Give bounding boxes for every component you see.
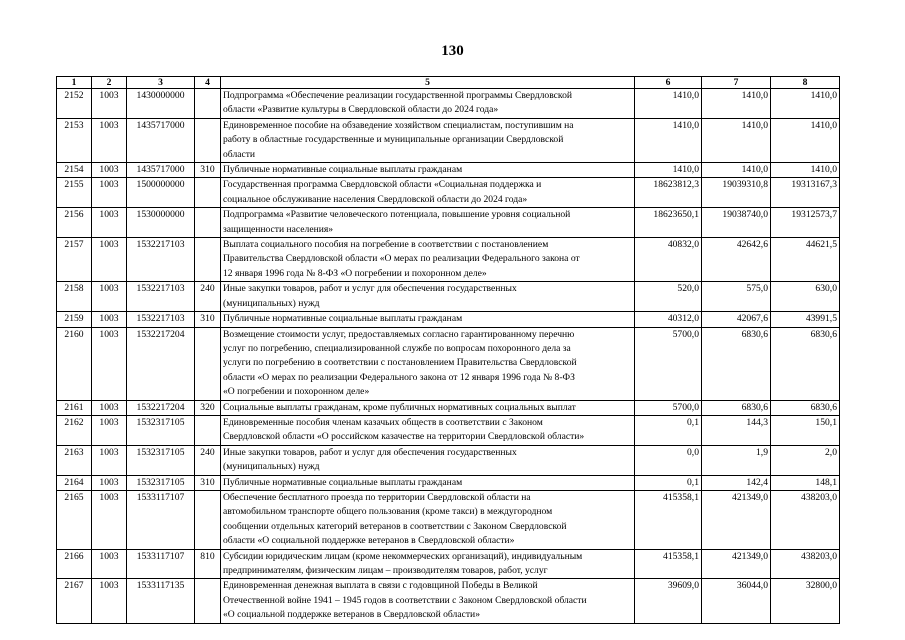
target-article-cell: 1530000000: [127, 208, 195, 238]
description-line: Иные закупки товаров, работ и услуг для обеспечения государственных: [223, 283, 517, 295]
header-col-2: 2: [92, 77, 127, 89]
table-row: [57, 163, 840, 178]
expense-type-cell: [195, 415, 221, 445]
target-article-cell: 1533117107: [127, 490, 195, 549]
expense-type-cell: 310: [195, 475, 221, 490]
row-number-cell: 2156: [57, 208, 92, 238]
description-line: Иные закупки товаров, работ и услуг для обеспечения государственных: [223, 446, 517, 458]
description-line: Государственная программа Свердловской области «Социальная поддержка и: [223, 179, 542, 191]
target-article-cell: 1532217204: [127, 327, 195, 400]
amount-year3-cell: 438203,0: [771, 549, 840, 579]
expense-type-cell: [195, 327, 221, 400]
page-number: 130: [441, 43, 464, 59]
target-article-cell: 1533117135: [127, 579, 195, 623]
description-cell: [221, 549, 635, 579]
header-col-6: 6: [635, 77, 702, 89]
row-number-cell: 2164: [57, 475, 92, 490]
target-article-cell: 1532217204: [127, 400, 195, 415]
section-code-cell: 1003: [92, 490, 127, 549]
expense-type-cell: 310: [195, 312, 221, 327]
amount-year2-cell: 144,3: [702, 415, 771, 445]
amount-year1-cell: 1410,0: [635, 118, 702, 162]
description-line: Публичные нормативные социальные выплаты гражданам: [223, 313, 463, 325]
table-row: [57, 238, 840, 282]
section-code-cell: 1003: [92, 327, 127, 400]
row-number-cell: 2157: [57, 238, 92, 282]
description-line: области: [223, 148, 256, 160]
budget-table: [56, 76, 840, 624]
description-cell: [221, 178, 635, 208]
section-code-cell: 1003: [92, 475, 127, 490]
amount-year2-cell: 1410,0: [702, 118, 771, 162]
description-line: (муниципальных) нужд: [223, 297, 320, 309]
table-row: [57, 549, 840, 579]
table-row: [57, 89, 840, 119]
row-number-cell: 2153: [57, 118, 92, 162]
row-number-cell: 2154: [57, 163, 92, 178]
description-line: Подпрограмма «Развитие человеческого потенциала, повышение уровня социальной: [223, 209, 571, 221]
description-line: Субсидии юридическим лицам (кроме некоммерческих организаций), индивидуальным: [223, 550, 583, 562]
amount-year2-cell: 1410,0: [702, 163, 771, 178]
amount-year1-cell: 18623812,3: [635, 178, 702, 208]
expense-type-cell: 240: [195, 445, 221, 475]
description-line: «О погребении и похоронном деле»: [223, 386, 370, 398]
amount-year1-cell: 1410,0: [635, 89, 702, 119]
description-line: автомобильном транспорте общего пользования (кроме такси) в междугородном: [223, 506, 553, 518]
description-line: Публичные нормативные социальные выплаты гражданам: [223, 476, 463, 488]
amount-year2-cell: 1,9: [702, 445, 771, 475]
section-code-cell: 1003: [92, 89, 127, 119]
description-line: предпринимателям, физическим лицам – производителям товаров, работ, услуг: [223, 565, 548, 576]
description-line: Правительства Свердловской области «О мерах по реализации Федерального закона от: [223, 253, 580, 265]
description-cell: [221, 163, 635, 178]
target-article-cell: 1532317105: [127, 445, 195, 475]
row-number-cell: 2152: [57, 89, 92, 119]
description-cell: [221, 400, 635, 415]
amount-year3-cell: 44621,5: [771, 238, 840, 282]
amount-year1-cell: 18623650,1: [635, 208, 702, 238]
description-line: услуг по погребению, специализированной службе по вопросам похоронного дела за: [223, 342, 571, 354]
table-row: [57, 445, 840, 475]
table-body: [57, 89, 840, 624]
expense-type-cell: 320: [195, 400, 221, 415]
amount-year3-cell: 438203,0: [771, 490, 840, 549]
amount-year3-cell: 150,1: [771, 415, 840, 445]
amount-year3-cell: 148,1: [771, 475, 840, 490]
target-article-cell: 1435717000: [127, 118, 195, 162]
section-code-cell: 1003: [92, 282, 127, 312]
target-article-cell: 1532317105: [127, 415, 195, 445]
section-code-cell: 1003: [92, 238, 127, 282]
description-line: работу в областные государственные и муниципальные организации Свердловской: [223, 134, 564, 146]
row-number-cell: 2166: [57, 549, 92, 579]
table-row: [57, 282, 840, 312]
amount-year3-cell: 630,0: [771, 282, 840, 312]
description-line: Отечественной войне 1941 – 1945 годов в соответствии с Законом Свердловской области: [223, 594, 587, 606]
description-line: области «О социальной поддержке ветеранов в Свердловской области»: [223, 535, 515, 547]
expense-type-cell: [195, 89, 221, 119]
amount-year2-cell: 575,0: [702, 282, 771, 312]
amount-year2-cell: 19039310,8: [702, 178, 771, 208]
amount-year2-cell: 142,4: [702, 475, 771, 490]
description-cell: [221, 475, 635, 490]
table-row: [57, 118, 840, 162]
amount-year3-cell: 1410,0: [771, 163, 840, 178]
table-row: [57, 208, 840, 238]
amount-year3-cell: 43991,5: [771, 312, 840, 327]
description-cell: [221, 118, 635, 162]
section-code-cell: 1003: [92, 312, 127, 327]
target-article-cell: 1532217103: [127, 312, 195, 327]
header-row: [57, 77, 840, 89]
amount-year1-cell: 415358,1: [635, 549, 702, 579]
description-line: области «О мерах по реализации Федерального закона от 12 января 1996 года № 8-ФЗ: [223, 371, 575, 383]
table-row: [57, 415, 840, 445]
target-article-cell: 1532217103: [127, 282, 195, 312]
header-col-8: 8: [771, 77, 840, 89]
description-cell: [221, 282, 635, 312]
amount-year2-cell: 6830,6: [702, 400, 771, 415]
header-col-4: 4: [195, 77, 221, 89]
description-line: Публичные нормативные социальные выплаты гражданам: [223, 164, 463, 176]
amount-year1-cell: 5700,0: [635, 327, 702, 400]
description-line: «О социальной поддержке ветеранов в Свердловской области»: [223, 609, 480, 621]
description-cell: [221, 312, 635, 327]
section-code-cell: 1003: [92, 549, 127, 579]
table-row: [57, 312, 840, 327]
description-line: (муниципальных) нужд: [223, 461, 320, 473]
description-line: услуги по погребению в соответствии с постановлением Правительства Свердловской: [223, 357, 577, 369]
row-number-cell: 2160: [57, 327, 92, 400]
amount-year2-cell: 19038740,0: [702, 208, 771, 238]
amount-year1-cell: 0,0: [635, 445, 702, 475]
section-code-cell: 1003: [92, 415, 127, 445]
description-line: Выплата социального пособия на погребение в соответствии с постановлением: [223, 239, 549, 251]
target-article-cell: 1500000000: [127, 178, 195, 208]
amount-year1-cell: 520,0: [635, 282, 702, 312]
amount-year1-cell: 39609,0: [635, 579, 702, 623]
row-number-cell: 2162: [57, 415, 92, 445]
expense-type-cell: 310: [195, 163, 221, 178]
description-line: защищенности населения»: [223, 223, 334, 235]
amount-year3-cell: 19312573,7: [771, 208, 840, 238]
description-cell: [221, 579, 635, 623]
row-number-cell: 2167: [57, 579, 92, 623]
amount-year1-cell: 5700,0: [635, 400, 702, 415]
section-code-cell: 1003: [92, 445, 127, 475]
table-row: [57, 178, 840, 208]
target-article-cell: 1430000000: [127, 89, 195, 119]
amount-year2-cell: 42642,6: [702, 238, 771, 282]
expense-type-cell: 810: [195, 549, 221, 579]
row-number-cell: 2158: [57, 282, 92, 312]
expense-type-cell: 240: [195, 282, 221, 312]
amount-year3-cell: 32800,0: [771, 579, 840, 623]
description-line: Единовременное пособие на обзаведение хозяйством специалистам, поступившим на: [223, 119, 574, 131]
description-line: Единовременные пособия членам казачьих обществ в соответствии с Законом: [223, 416, 543, 428]
description-line: 12 января 1996 года № 8-ФЗ «О погребении и похоронном деле»: [223, 267, 487, 279]
amount-year1-cell: 40312,0: [635, 312, 702, 327]
expense-type-cell: [195, 208, 221, 238]
target-article-cell: 1533117107: [127, 549, 195, 579]
description-line: Обеспечение бесплатного проезда по территории Свердловской области на: [223, 491, 531, 503]
table-row: [57, 490, 840, 549]
description-line: Социальные выплаты гражданам, кроме публичных нормативных социальных выплат: [223, 401, 576, 413]
amount-year1-cell: 0,1: [635, 475, 702, 490]
section-code-cell: 1003: [92, 118, 127, 162]
expense-type-cell: [195, 238, 221, 282]
amount-year2-cell: 1410,0: [702, 89, 771, 119]
row-number-cell: 2165: [57, 490, 92, 549]
table-row: [57, 400, 840, 415]
row-number-cell: 2159: [57, 312, 92, 327]
amount-year3-cell: 1410,0: [771, 89, 840, 119]
description-line: Единовременная денежная выплата в связи с годовщиной Победы в Великой: [223, 580, 538, 592]
description-cell: [221, 415, 635, 445]
description-cell: [221, 445, 635, 475]
expense-type-cell: [195, 178, 221, 208]
description-line: Свердловской области «О российском казачестве на территории Свердловской области»: [223, 431, 585, 443]
amount-year3-cell: 2,0: [771, 445, 840, 475]
amount-year3-cell: 6830,6: [771, 327, 840, 400]
description-cell: [221, 208, 635, 238]
section-code-cell: 1003: [92, 163, 127, 178]
amount-year1-cell: 0,1: [635, 415, 702, 445]
amount-year2-cell: 421349,0: [702, 549, 771, 579]
description-line: сообщении отдельных категорий ветеранов в соответствии с Законом Свердловской: [223, 520, 567, 532]
section-code-cell: 1003: [92, 208, 127, 238]
table-row: [57, 475, 840, 490]
amount-year2-cell: 36044,0: [702, 579, 771, 623]
description-line: области «Развитие культуры в Свердловской области до 2024 года»: [223, 104, 499, 116]
expense-type-cell: [195, 579, 221, 623]
header-col-5: 5: [221, 77, 635, 89]
amount-year2-cell: 421349,0: [702, 490, 771, 549]
amount-year3-cell: 6830,6: [771, 400, 840, 415]
description-line: Возмещение стоимости услуг, предоставляемых согласно гарантированному перечню: [223, 328, 575, 340]
target-article-cell: 1532317105: [127, 475, 195, 490]
description-cell: [221, 490, 635, 549]
expense-type-cell: [195, 490, 221, 549]
description-line: Подпрограмма «Обеспечение реализации государственной программы Свердловской: [223, 90, 573, 101]
expense-type-cell: [195, 118, 221, 162]
target-article-cell: 1532217103: [127, 238, 195, 282]
amount-year3-cell: 1410,0: [771, 118, 840, 162]
section-code-cell: 1003: [92, 400, 127, 415]
row-number-cell: 2155: [57, 178, 92, 208]
description-cell: [221, 89, 635, 119]
amount-year2-cell: 6830,6: [702, 327, 771, 400]
header-col-3: 3: [127, 77, 195, 89]
description-cell: [221, 327, 635, 400]
section-code-cell: 1003: [92, 178, 127, 208]
amount-year2-cell: 42067,6: [702, 312, 771, 327]
header-col-1: 1: [57, 77, 92, 89]
amount-year1-cell: 1410,0: [635, 163, 702, 178]
amount-year3-cell: 19313167,3: [771, 178, 840, 208]
description-line: социальное обслуживание населения Свердловской области до 2024 года»: [223, 193, 528, 205]
description-cell: [221, 238, 635, 282]
row-number-cell: 2161: [57, 400, 92, 415]
amount-year1-cell: 415358,1: [635, 490, 702, 549]
table-row: [57, 327, 840, 400]
row-number-cell: 2163: [57, 445, 92, 475]
amount-year1-cell: 40832,0: [635, 238, 702, 282]
table-row: [57, 579, 840, 623]
target-article-cell: 1435717000: [127, 163, 195, 178]
section-code-cell: 1003: [92, 579, 127, 623]
header-col-7: 7: [702, 77, 771, 89]
